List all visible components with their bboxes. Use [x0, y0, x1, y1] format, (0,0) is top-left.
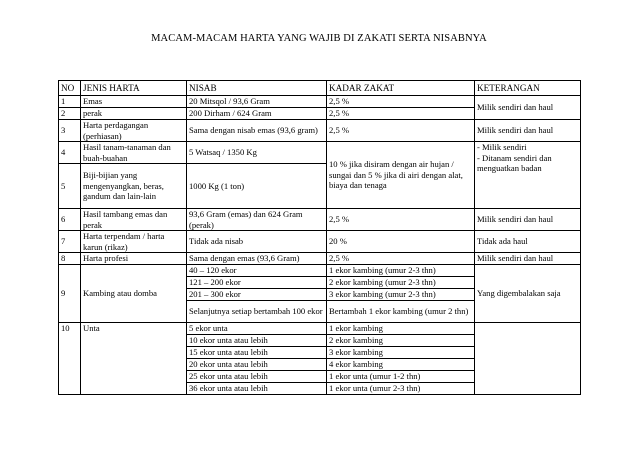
cell-jenis: Biji-bijian yang mengenyangkan, beras, gandum dan lain-lain	[81, 164, 187, 209]
cell-keterangan: Milik sendiri dan haul	[475, 253, 581, 265]
cell-kadar: 3 ekor kambing	[327, 347, 475, 359]
header-nisab: NISAB	[187, 81, 327, 96]
cell-nisab: 20 ekor unta atau lebih	[187, 359, 327, 371]
cell-jenis: Harta profesi	[81, 253, 187, 265]
table-row	[59, 265, 581, 277]
cell-kadar: 1 ekor kambing	[327, 323, 475, 335]
cell-kadar: 2,5 %	[327, 120, 475, 142]
cell-no: 6	[59, 209, 81, 231]
table-row	[59, 253, 581, 265]
cell-nisab: 93,6 Gram (emas) dan 624 Gram (perak)	[187, 209, 327, 231]
cell-keterangan: Yang digembalakan saja	[475, 265, 581, 323]
cell-kadar: 10 % jika disiram dengan air hujan / sungai dan 5 % jika di airi dengan alat, biaya dan tenaga	[327, 142, 475, 209]
cell-kadar: 2 ekor kambing (umur 2-3 thn)	[327, 277, 475, 289]
header-kadar-zakat: KADAR ZAKAT	[327, 81, 475, 96]
cell-nisab: 20 Mitsqol / 93,6 Gram	[187, 96, 327, 108]
cell-no: 1	[59, 96, 81, 108]
cell-no: 5	[59, 164, 81, 209]
cell-jenis: Harta terpendam / harta karun (rikaz)	[81, 231, 187, 253]
cell-jenis: Harta perdagangan (perhiasan)	[81, 120, 187, 142]
table-header-row	[59, 81, 581, 96]
table-row	[59, 120, 581, 142]
cell-jenis: Hasil tanam-tanaman dan buah-buahan	[81, 142, 187, 164]
header-keterangan: KETERANGAN	[475, 81, 581, 96]
cell-no: 4	[59, 142, 81, 164]
cell-nisab: 36 ekor unta atau lebih	[187, 383, 327, 395]
keterangan-line-a: - Milik sendiri	[477, 142, 527, 152]
cell-nisab: 5 ekor unta	[187, 323, 327, 335]
document-title: MACAM-MACAM HARTA YANG WAJIB DI ZAKATI SERTA NISABNYA	[151, 33, 487, 44]
cell-jenis: Hasil tambang emas dan perak	[81, 209, 187, 231]
cell-jenis: perak	[81, 108, 187, 120]
cell-kadar: 2,5 %	[327, 96, 475, 108]
table-row	[59, 142, 581, 164]
cell-keterangan	[475, 142, 581, 209]
cell-kadar: Bertambah 1 ekor kambing (umur 2 thn)	[327, 301, 475, 323]
table-row	[59, 323, 581, 335]
cell-nisab: 201 – 300 ekor	[187, 289, 327, 301]
cell-nisab: Sama dengan emas (93,6 Gram)	[187, 253, 327, 265]
cell-nisab: 25 ekor unta atau lebih	[187, 371, 327, 383]
cell-kadar: 2 ekor kambing	[327, 335, 475, 347]
cell-nisab: 200 Dirham / 624 Gram	[187, 108, 327, 120]
keterangan-line-b: - Ditanam sendiri dan menguatkan badan	[477, 152, 552, 173]
cell-no: 7	[59, 231, 81, 253]
header-jenis-harta: JENIS HARTA	[81, 81, 187, 96]
cell-nisab: Selanjutnya setiap bertambah 100 ekor	[187, 301, 327, 323]
cell-kadar: 20 %	[327, 231, 475, 253]
cell-keterangan: Milik sendiri dan haul	[475, 96, 581, 120]
cell-keterangan: Tidak ada haul	[475, 231, 581, 253]
cell-jenis: Unta	[81, 323, 187, 395]
cell-kadar: 2,5 %	[327, 108, 475, 120]
cell-kadar: 1 ekor unta (umur 2-3 thn)	[327, 383, 475, 395]
header-no: NO	[59, 81, 81, 96]
zakat-table	[58, 80, 581, 395]
table-row	[59, 231, 581, 253]
cell-nisab: 1000 Kg (1 ton)	[187, 164, 327, 209]
cell-keterangan: Milik sendiri dan haul	[475, 120, 581, 142]
cell-no: 8	[59, 253, 81, 265]
cell-nisab: 40 – 120 ekor	[187, 265, 327, 277]
cell-keterangan	[475, 323, 581, 395]
cell-kadar: 1 ekor unta (umur 1-2 thn)	[327, 371, 475, 383]
cell-kadar: 3 ekor kambing (umur 2-3 thn)	[327, 289, 475, 301]
cell-nisab: 121 – 200 ekor	[187, 277, 327, 289]
cell-kadar: 2,5 %	[327, 253, 475, 265]
cell-no: 3	[59, 120, 81, 142]
cell-no: 2	[59, 108, 81, 120]
cell-nisab: 15 ekor unta atau lebih	[187, 347, 327, 359]
cell-no: 10	[59, 323, 81, 395]
cell-no: 9	[59, 265, 81, 323]
cell-jenis: Emas	[81, 96, 187, 108]
cell-nisab: Tidak ada nisab	[187, 231, 327, 253]
cell-kadar: 4 ekor kambing	[327, 359, 475, 371]
cell-jenis: Kambing atau domba	[81, 265, 187, 323]
cell-nisab: Sama dengan nisab emas (93,6 gram)	[187, 120, 327, 142]
cell-kadar: 1 ekor kambing (umur 2-3 thn)	[327, 265, 475, 277]
cell-kadar: 2,5 %	[327, 209, 475, 231]
cell-keterangan: Milik sendiri dan haul	[475, 209, 581, 231]
cell-nisab: 10 ekor unta atau lebih	[187, 335, 327, 347]
table-row	[59, 96, 581, 108]
cell-nisab: 5 Watsaq / 1350 Kg	[187, 142, 327, 164]
table-row	[59, 209, 581, 231]
